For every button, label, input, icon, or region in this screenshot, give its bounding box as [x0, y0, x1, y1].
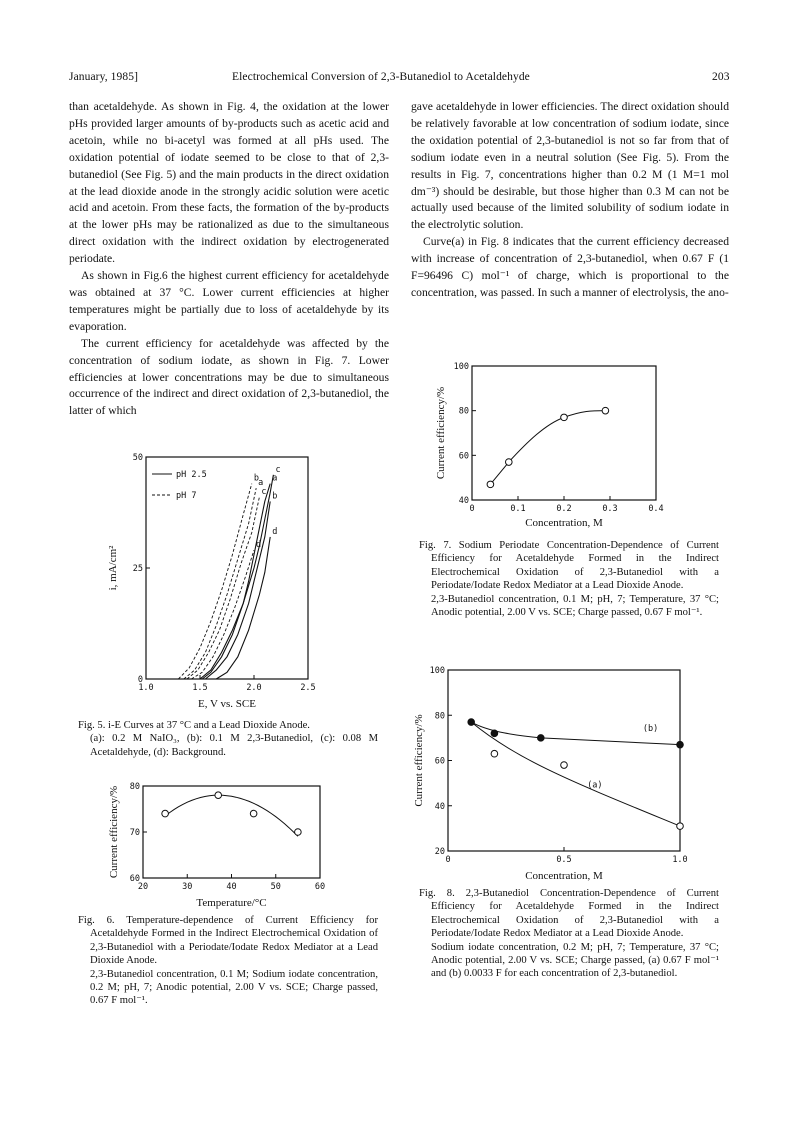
- trend-curve: [490, 411, 605, 485]
- curve-c-solid: [200, 475, 273, 679]
- data-point-open: [677, 823, 684, 830]
- curve-d-solid: [216, 537, 270, 679]
- y-tick-label: 50: [132, 453, 143, 463]
- curve-label: d: [256, 540, 262, 551]
- y-tick-label: 80: [458, 406, 469, 417]
- caption-body: 2,3-Butanediol concentration, 0.1 M; pH, 7; Temperature, 37 °C; Anodic potential, 2.00 V vs. SCE; Charge passed, 0.67 F mol⁻¹.: [431, 593, 719, 619]
- x-tick-label: 50: [270, 882, 281, 892]
- curve-label: a: [272, 473, 278, 484]
- fig8-caption: [419, 887, 719, 981]
- x-axis-label: Temperature/°C: [196, 897, 267, 909]
- curve-a-solid: [202, 484, 270, 679]
- fig7-caption: [419, 539, 719, 619]
- caption-body: Sodium iodate concentration, 0.2 M; pH, 7; Temperature, 37 °C; Anodic potential, 2.00 V vs. SCE; Charge passed, (a) 0.67 F mol⁻¹ and (b) 0.0033 F for each concentration of 2,3-butanediol.: [431, 941, 719, 980]
- data-point-filled: [677, 741, 684, 748]
- caption-body: (a): 0.2 M NaIO₃, (b): 0.1 M 2,3-Butanediol, (c): 0.08 M Acetaldehyde, (d): Background.: [90, 733, 378, 758]
- paragraph: gave acetaldehyde in lower efficiencies. The direct oxidation should be relatively favorable at low concentration of sodium iodate, since the oxidation potential of 2,3-butanediol is not so far from that of sodium iodate even in a neutral solution (See Fig. 5). From the results in Fig. 7, concentrations higher than 0.2 M (1 M=1 mol dm⁻³) should be desirable, but those higher than 0.3 M can not be actually used because of the limited solubility of sodium iodate in the electrolytic solution.: [411, 100, 729, 232]
- curve-a: [471, 722, 680, 826]
- x-axis-label: E, V vs. SCE: [198, 698, 256, 710]
- curve-a-dashed: [184, 488, 256, 679]
- data-point: [561, 414, 568, 421]
- y-tick-label: 80: [129, 782, 140, 792]
- data-point: [602, 407, 609, 414]
- fig6-caption: [78, 914, 378, 1008]
- data-point: [162, 810, 169, 817]
- x-tick-label: 1.0: [672, 855, 688, 865]
- y-tick-label: 60: [434, 756, 445, 767]
- y-tick-label: 25: [132, 564, 143, 574]
- paragraph: than acetaldehyde. As shown in Fig. 4, the oxidation at the lower pHs provided larger amounts of by-products such as acetic acid and acetoin, while no bi-acetyl was formed at all pHs used. The oxidation potential of iodate seemed to be close to that of 2,3-butanediol (See Fig. 5) and the main products in the direct oxidation at the lead dioxide anode in the strongly acidic solution were acetic acid and acetoin. From these facts, the formation of the by-products at the lower pHs may be rationalized as due to the simultaneous direct oxidation with the indirect oxidation by electrogenerated periodate.: [69, 100, 389, 266]
- series-label-a: (a): [587, 780, 603, 791]
- paragraph: Curve(a) in Fig. 8 indicates that the current efficiency decreased with increase of concentration of 2,3-butanediol, when 0.67 F (1 F=96496 C) mol⁻¹ of charge, which is proportional to the concentration, was passed. In such a manner of electrolysis, the ano-: [411, 235, 729, 299]
- y-tick-label: 100: [429, 666, 445, 676]
- y-tick-label: 40: [434, 801, 445, 812]
- running-header-title: Electrochemical Conversion of 2,3-Butanediol to Acetaldehyde: [232, 71, 530, 83]
- x-tick-label: 0.4: [648, 504, 664, 514]
- curve-label: c: [275, 464, 281, 475]
- right-column-text: [411, 99, 729, 302]
- data-point: [506, 459, 513, 466]
- data-point-filled: [491, 730, 498, 737]
- left-column-text: [69, 99, 389, 420]
- x-tick-label: 30: [182, 882, 193, 892]
- x-tick-label: 20: [137, 882, 149, 892]
- caption-body: 2,3-Butanediol concentration, 0.1 M; Sodium iodate concentration, 0.2 M; pH, 7; Anodic potential, 2.00 V vs. SCE; Charge passed, 0.67 F mol⁻¹.: [90, 968, 378, 1007]
- caption-title: Fig. 8. 2,3-Butanediol Concentration-Dependence of Current Efficiency for Acetaldehyde Formed in the Indirect Electrochemical Oxidation of 2,3-Butanediol with a Periodate/Iodate Redox Mediator at a Lead Dioxide Anode.: [419, 888, 719, 940]
- data-point-filled: [538, 735, 545, 742]
- x-tick-label: 0: [445, 855, 451, 865]
- y-tick-label: 100: [453, 362, 469, 372]
- legend-label: pH 7: [176, 491, 197, 501]
- curve-d-dashed: [191, 550, 254, 679]
- data-point: [215, 792, 222, 799]
- caption-title: Fig. 5. i-E Curves at 37 °C and a Lead Dioxide Anode.: [78, 720, 310, 731]
- x-axis-label: Concentration, M: [525, 870, 603, 882]
- paragraph: As shown in Fig.6 the highest current efficiency for acetaldehyde was obtained at 37 °C. Lower current efficiencies at higher temperatures might be partially due to loss of acetaldehyde by its evaporation.: [69, 269, 389, 333]
- x-axis-label: Concentration, M: [525, 517, 603, 529]
- paragraph: The current efficiency for acetaldehyde was affected by the concentration of sodium iodate, as shown in Fig. 7. Lower efficiencies at lower concentrations may be due to simultaneous occurrence of the indirect and direct oxidation of 2,3-butanediol, the latter of which: [69, 336, 389, 418]
- x-tick-label: 0.2: [556, 504, 572, 514]
- curve-b-dashed: [178, 484, 251, 679]
- plot-frame: [146, 457, 308, 679]
- x-tick-label: 0: [469, 504, 475, 514]
- y-tick-label: 70: [129, 828, 140, 838]
- y-axis-label: Current efficiency/%: [108, 785, 120, 879]
- y-axis-label: Current efficiency/%: [413, 714, 425, 807]
- x-tick-label: 40: [226, 882, 237, 892]
- caption-title: Fig. 6. Temperature-dependence of Current Efficiency for Acetaldehyde Formed in the Indirect Electrochemical Oxidation of 2,3-Butanediol with a Periodate/Iodate Redox Mediator at a Lead Dioxide Anode.: [78, 915, 378, 967]
- curve-c-dashed: [187, 497, 262, 679]
- data-point-open: [561, 762, 568, 769]
- trend-curve: [165, 795, 298, 836]
- data-point: [295, 829, 302, 836]
- curve-label: b: [272, 491, 278, 502]
- x-tick-label: 2.5: [300, 683, 316, 693]
- legend-label: pH 2.5: [176, 470, 207, 480]
- curve-label: b: [253, 473, 259, 484]
- x-tick-label: 2.0: [246, 683, 262, 693]
- x-tick-label: 0.5: [556, 855, 572, 865]
- y-tick-label: 40: [458, 496, 469, 506]
- curve-b-solid: [205, 501, 270, 679]
- plot-frame: [143, 786, 320, 878]
- caption-title: Fig. 7. Sodium Periodate Concentration-Dependence of Current Efficiency for Acetaldehyde Formed in the Indirect Electrochemical Oxidation of 2,3-Butanediol with a Periodate/Iodate Redox Mediator at a Lead Dioxide Anode.: [419, 540, 719, 592]
- x-tick-label: 1.5: [192, 683, 208, 693]
- running-header-left: January, 1985]: [69, 71, 138, 83]
- y-tick-label: 60: [458, 451, 469, 462]
- data-point: [487, 481, 494, 488]
- data-point-filled: [468, 719, 475, 726]
- x-tick-label: 0.3: [602, 504, 618, 514]
- fig5-caption: [78, 719, 378, 759]
- curve-label: a: [258, 478, 264, 489]
- y-axis-label: i, mA/cm²: [107, 545, 119, 591]
- y-tick-label: 60: [129, 874, 140, 884]
- x-tick-label: 0.1: [510, 504, 526, 514]
- page-number: 203: [712, 71, 730, 83]
- y-tick-label: 20: [434, 847, 445, 857]
- y-tick-label: 80: [434, 711, 445, 722]
- plot-frame: [448, 670, 680, 851]
- data-point-open: [491, 750, 498, 757]
- series-label-b: (b): [642, 724, 659, 735]
- curve-b: [471, 722, 680, 745]
- curve-label: c: [261, 486, 267, 497]
- x-tick-label: 1.0: [138, 683, 154, 693]
- y-axis-label: Current efficiency/%: [435, 386, 447, 480]
- curve-label: d: [272, 526, 278, 537]
- plot-frame: [472, 366, 656, 500]
- data-point: [250, 810, 257, 817]
- y-tick-label: 0: [137, 675, 143, 685]
- x-tick-label: 60: [314, 882, 326, 892]
